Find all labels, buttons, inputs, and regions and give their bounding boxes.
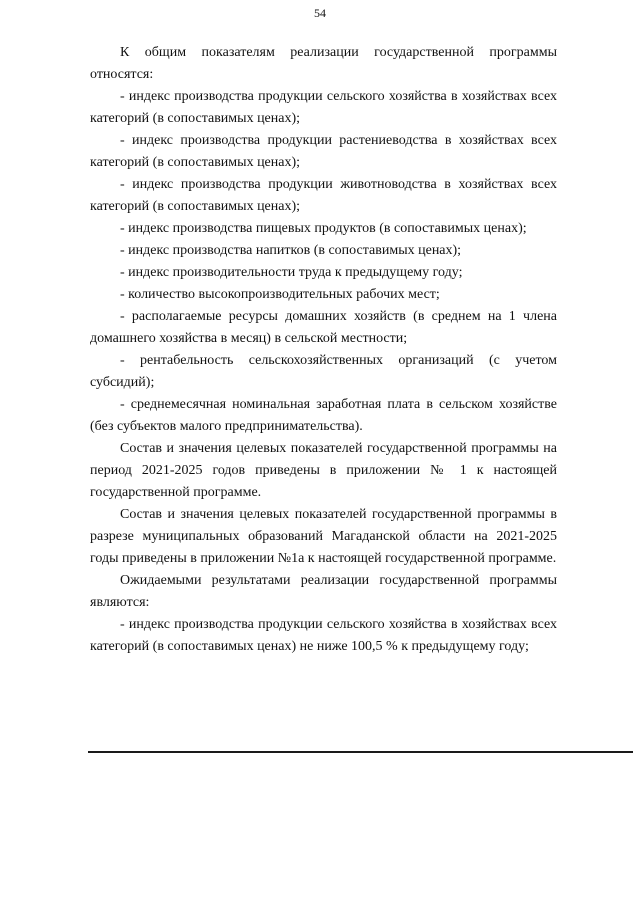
- document-body: [90, 42, 557, 658]
- list-item-livestock-index: - индекс производства продукции животноводства в хозяйствах всех категорий (в сопоставимых ценах);: [90, 177, 557, 214]
- list-item-household-resources: - располагаемые ресурсы домашних хозяйств (в среднем на 1 члена домашнего хозяйства в месяц) в сельской местности;: [90, 309, 557, 346]
- paragraph-appendix-1a: Состав и значения целевых показателей государственной программы в разрезе муниципальных образований Магаданской области на 2021-2025 годы приведены в приложении №1а к настоящей государственной программе.: [90, 507, 557, 566]
- list-item-average-salary: - среднемесячная номинальная заработная плата в сельском хозяйстве (без субъектов малого предпринимательства).: [90, 397, 557, 434]
- list-item-expected-agriculture-index: - индекс производства продукции сельского хозяйства в хозяйствах всех категорий (в сопоставимых ценах) не ниже 100,5 % к предыдущему году;: [90, 617, 557, 654]
- paragraph-appendix-1: Состав и значения целевых показателей государственной программы на период 2021-2025 годов приведены в приложении № 1 к настоящей государственной программе.: [90, 441, 557, 500]
- list-item-food-index: - индекс производства пищевых продуктов (в сопоставимых ценах);: [120, 221, 527, 236]
- paragraph-general-indicators: К общим показателям реализации государственной программы относятся:: [90, 45, 557, 82]
- list-item-productivity-index: - индекс производительности труда к предыдущему году;: [120, 265, 463, 280]
- list-item-crop-index: - индекс производства продукции растениеводства в хозяйствах всех категорий (в сопоставимых ценах);: [90, 133, 557, 170]
- list-item-workplaces: - количество высокопроизводительных рабочих мест;: [120, 287, 440, 302]
- paragraph-expected-results: Ожидаемыми результатами реализации государственной программы являются:: [90, 573, 557, 610]
- bottom-rule: [88, 751, 633, 753]
- list-item-beverage-index: - индекс производства напитков (в сопоставимых ценах);: [120, 243, 462, 258]
- list-item-profitability: - рентабельность сельскохозяйственных организаций (с учетом субсидий);: [90, 353, 557, 390]
- page-number: 54: [314, 6, 326, 20]
- list-item-agriculture-index: - индекс производства продукции сельского хозяйства в хозяйствах всех категорий (в сопоставимых ценах);: [90, 89, 557, 126]
